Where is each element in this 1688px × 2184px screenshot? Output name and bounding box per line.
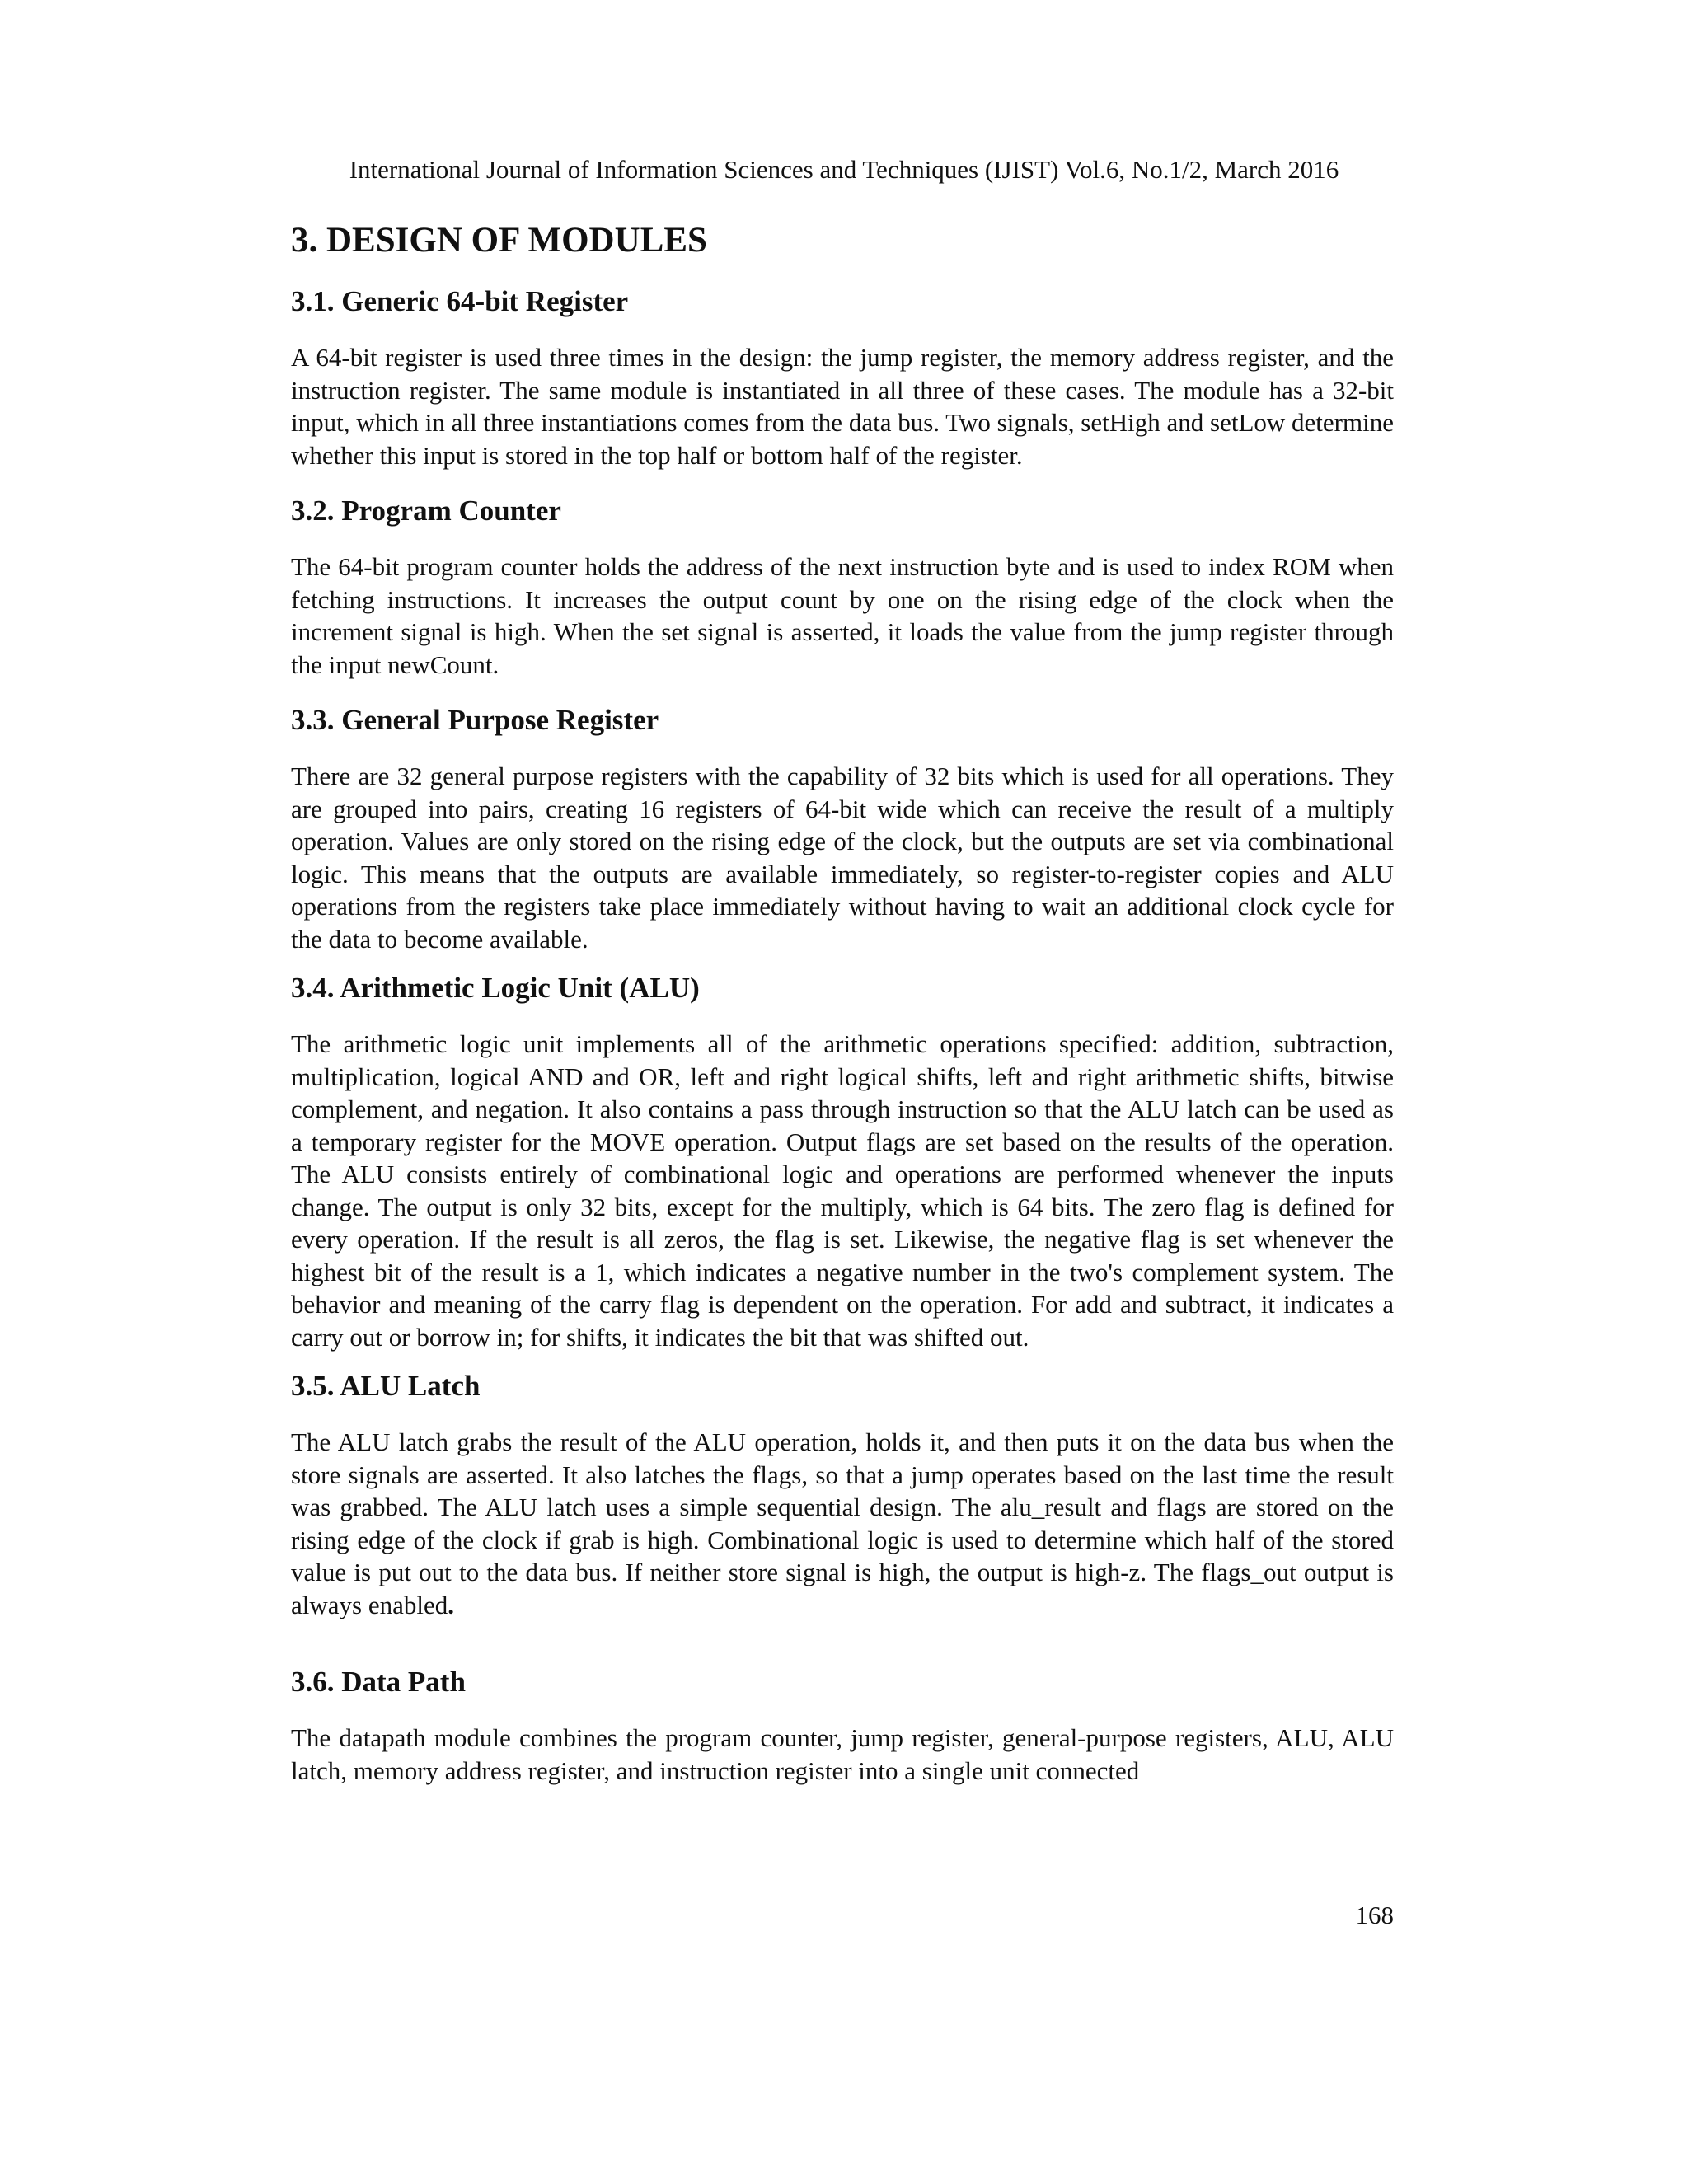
running-header: International Journal of Information Sciences and Techniques (IJIST) Vol.6, No.1/2, March 2016 — [349, 155, 1339, 184]
page-number: 168 — [1355, 1900, 1394, 1929]
page-content — [291, 218, 1394, 1808]
paragraph-data-path: The datapath module combines the program counter, jump register, general-purpose registers, ALU, ALU latch, memory address register, and instruction register into a single unit connected — [291, 1723, 1394, 1785]
paragraph-general-purpose-register: There are 32 general purpose registers with the capability of 32 bits which is used for all operations. They are grouped into pairs, creating 16 registers of 64-bit wide which can receive the result of a multiply operation. Values are only stored on the rising edge of the clock, but the outputs are set via combinational logic. This means that the outputs are available immediately, so register-to-register copies and ALU operations from the registers take place immediately without having to wait an additional clock cycle for the data to become available. — [291, 762, 1394, 954]
subsection-title-general-purpose-register: 3.3. General Purpose Register — [291, 704, 659, 736]
paragraph-alu-latch — [291, 1426, 1394, 1621]
subsection-title-program-counter: 3.2. Program Counter — [291, 494, 561, 527]
paragraph-generic-register: A 64-bit register is used three times in the design: the jump register, the memory address register, and the instruction register. The same module is instantiated in all three of these cases. The module has a 32-bit input, which in all three instantiations comes from the data bus. Two signals, setHigh and setLow determine whether this input is stored in the top half or bottom half of the register. — [291, 343, 1394, 470]
paragraph-alu-latch-text: The ALU latch grabs the result of the ALU operation, holds it, and then puts it on the data bus when the store signals are asserted. It also latches the flags, so that a jump operates based on the last time the result was grabbed. The ALU latch uses a simple sequential design. The alu_result and flags are stored on the rising edge of the clock if grab is high. Combinational logic is used to determine which half of the stored value is put out to the data bus. If neither store signal is high, the output is high-z. The flags_out output is always enabled — [291, 1427, 1394, 1619]
paragraph-alu: The arithmetic logic unit implements all of the arithmetic operations specified: addition, subtraction, multiplication, logical AND and OR, left and right logical shifts, left and right arithmetic shifts, bitwise complement, and negation. It also contains a pass through instruction so that the ALU latch can be used as a temporary register for the MOVE operation. Output flags are set based on the results of the operation. The ALU consists entirely of combinational logic and operations are performed whenever the inputs change. The output is only 32 bits, except for the multiply, which is 64 bits. The zero flag is defined for every operation. If the result is all zeros, the flag is set. Likewise, the negative flag is set whenever the highest bit of the result is a 1, which indicates a negative number in the two's complement system. The behavior and meaning of the carry flag is dependent on the operation. For add and subtract, it indicates a carry out or borrow in; for shifts, it indicates the bit that was shifted out. — [291, 1029, 1394, 1352]
paragraph-program-counter: The 64-bit program counter holds the address of the next instruction byte and is used to index ROM when fetching instructions. It increases the output count by one on the rising edge of the clock when the increment signal is high. When the set signal is asserted, it loads the value from the jump register through the input newCount. — [291, 552, 1394, 679]
subsection-title-alu-latch: 3.5. ALU Latch — [291, 1370, 481, 1402]
subsection-title-data-path: 3.6. Data Path — [291, 1666, 466, 1698]
subsection-title-generic-register: 3.1. Generic 64-bit Register — [291, 285, 629, 317]
section-title: 3. DESIGN OF MODULES — [291, 221, 707, 260]
subsection-title-alu: 3.4. Arithmetic Logic Unit (ALU) — [291, 972, 700, 1004]
paragraph-alu-latch-bold-period: . — [448, 1590, 454, 1619]
